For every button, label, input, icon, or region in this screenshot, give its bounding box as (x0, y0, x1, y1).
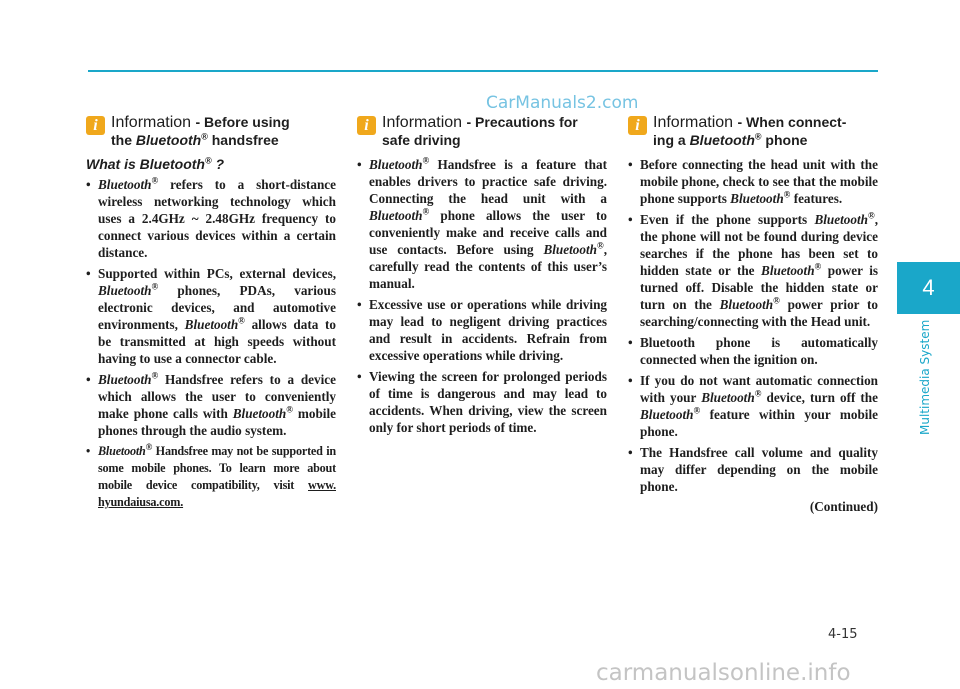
info-heading-sub: - When connect- ing a Bluetooth® phone (653, 114, 847, 148)
list-item: • Bluetooth® Handsfree refers to a device which allows the user to conveniently make phone calls with Bluetooth® mobile phones through the audio system. (86, 371, 336, 439)
watermark-bottom: carmanualsonline.info (596, 660, 851, 686)
info-block-before-using (86, 114, 336, 515)
info-heading (628, 114, 878, 150)
bullet-list (86, 176, 336, 511)
chapter-number: 4 (922, 275, 935, 300)
list-item: • Bluetooth® refers to a short-distance wireless networking technology which uses a 2.4GHz ~ 2.48GHz frequency to connect various devices within a certain distance. (86, 176, 336, 261)
info-heading (86, 114, 336, 150)
bullet-list (628, 156, 878, 495)
list-item: • Even if the phone supports Bluetooth®, the phone will not be found during device searches if the phone has been set to hidden state or the Bluetooth® power is turned off. Disable the hidden state or turn on the Bluetooth® power prior to searching/connecting with the Head unit. (628, 211, 878, 330)
bullet-list (357, 156, 607, 436)
list-item: • Viewing the screen for prolonged periods of time is dangerous and may lead to accidents. When driving, view the screen only for short periods of time. (357, 368, 607, 436)
info-block-precautions (357, 114, 607, 440)
info-heading-word: Information (653, 114, 734, 131)
list-item: • Bluetooth® Handsfree may not be supported in some mobile phones. To learn more about mobile device compatibility, visit www. hyundaiusa.com. (86, 443, 336, 511)
info-icon: i (357, 116, 376, 135)
info-block-connecting (628, 114, 878, 515)
list-item: • Excessive use or operations while driving may lead to negligent driving practices and result in accidents. Refrain from excessive operations while driving. (357, 296, 607, 364)
info-heading-sub: - Before using the Bluetooth® handsfree (111, 114, 290, 148)
list-item: • Bluetooth® Handsfree is a feature that enables drivers to practice safe driving. Connecting the head unit with a Bluetooth® phone allows the user to conveniently make and receive calls and use contacts. Before using Bluetooth®, carefully read the contents of this user’s manual. (357, 156, 607, 292)
list-item: • The Handsfree call volume and quality may differ depending on the mobile phone. (628, 444, 878, 495)
watermark-top: CarManuals2.com (486, 93, 639, 113)
section-subtitle: What is Bluetooth® ? (86, 155, 225, 172)
list-item: • Supported within PCs, external devices, Bluetooth® phones, PDAs, various electronic devices, and automotive environments, Bluetooth® allows data to be transmitted at high speeds without having to use a connector cable. (86, 265, 336, 367)
info-heading-sub: - Precautions for safe driving (382, 114, 578, 148)
info-heading (357, 114, 607, 150)
continued-label: (Continued) (809, 499, 878, 514)
list-item: • Before connecting the head unit with the mobile phone, check to see that the mobile phone supports Bluetooth® features. (628, 156, 878, 207)
info-heading-word: Information (111, 114, 192, 131)
top-rule (88, 70, 878, 72)
list-item: • If you do not want automatic connection with your Bluetooth® device, turn off the Bluetooth® feature within your mobile phone. (628, 372, 878, 440)
info-icon: i (86, 116, 105, 135)
page-number: 4-15 (828, 627, 858, 642)
list-item: • Bluetooth phone is automatically connected when the ignition on. (628, 334, 878, 368)
website-link[interactable]: www. hyundaiusa.com. (98, 478, 336, 509)
chapter-tab (897, 262, 960, 314)
info-heading-word: Information (382, 114, 463, 131)
info-icon: i (628, 116, 647, 135)
chapter-label: Multimedia System (918, 319, 932, 435)
